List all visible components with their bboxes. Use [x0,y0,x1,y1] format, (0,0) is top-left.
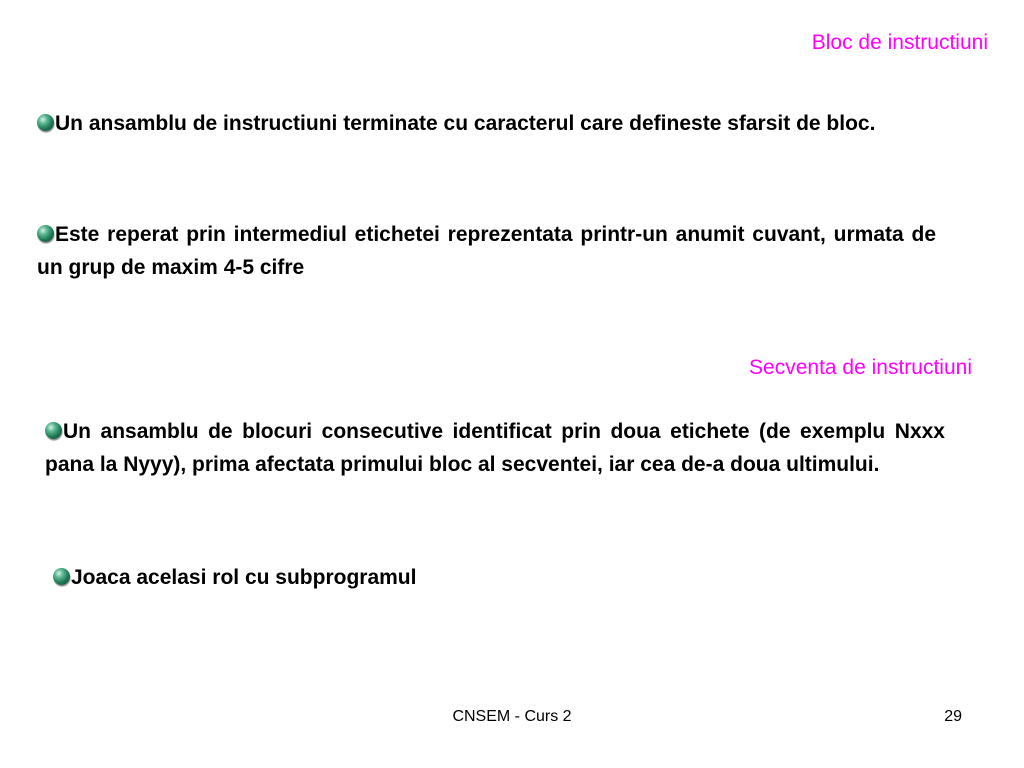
green-bullet-icon [37,114,54,131]
bullet-item-1 [37,107,936,140]
green-bullet-icon [45,422,62,439]
bullet-text: Joaca acelasi rol cu subprogramul [71,566,417,589]
footer-title: CNSEM - Curs 2 [452,708,572,725]
green-bullet-icon [37,225,54,242]
bullet-text: Un ansamblu de instructiuni terminate cu caracterul care defineste sfarsit de bloc. [55,112,876,135]
bullet-item-4 [53,561,416,594]
section-heading-secventa: Secventa de instructiuni [749,356,972,379]
green-bullet-icon [53,568,70,585]
bullet-item-3 [45,415,945,481]
section-heading-bloc: Bloc de instructiuni [811,31,988,54]
page-number: 29 [944,708,962,725]
bullet-item-2 [37,218,936,284]
bullet-text: Un ansamblu de blocuri consecutive identificat prin doua etichete (de exemplu Nxxx pana la Nyyy), prima afectata primului bloc al secventei, iar cea de-a doua ultimului. [45,420,945,476]
bullet-text: Este reperat prin intermediul etichetei reprezentata printr-un anumit cuvant, urmata de un grup de maxim 4-5 cifre [37,223,936,279]
